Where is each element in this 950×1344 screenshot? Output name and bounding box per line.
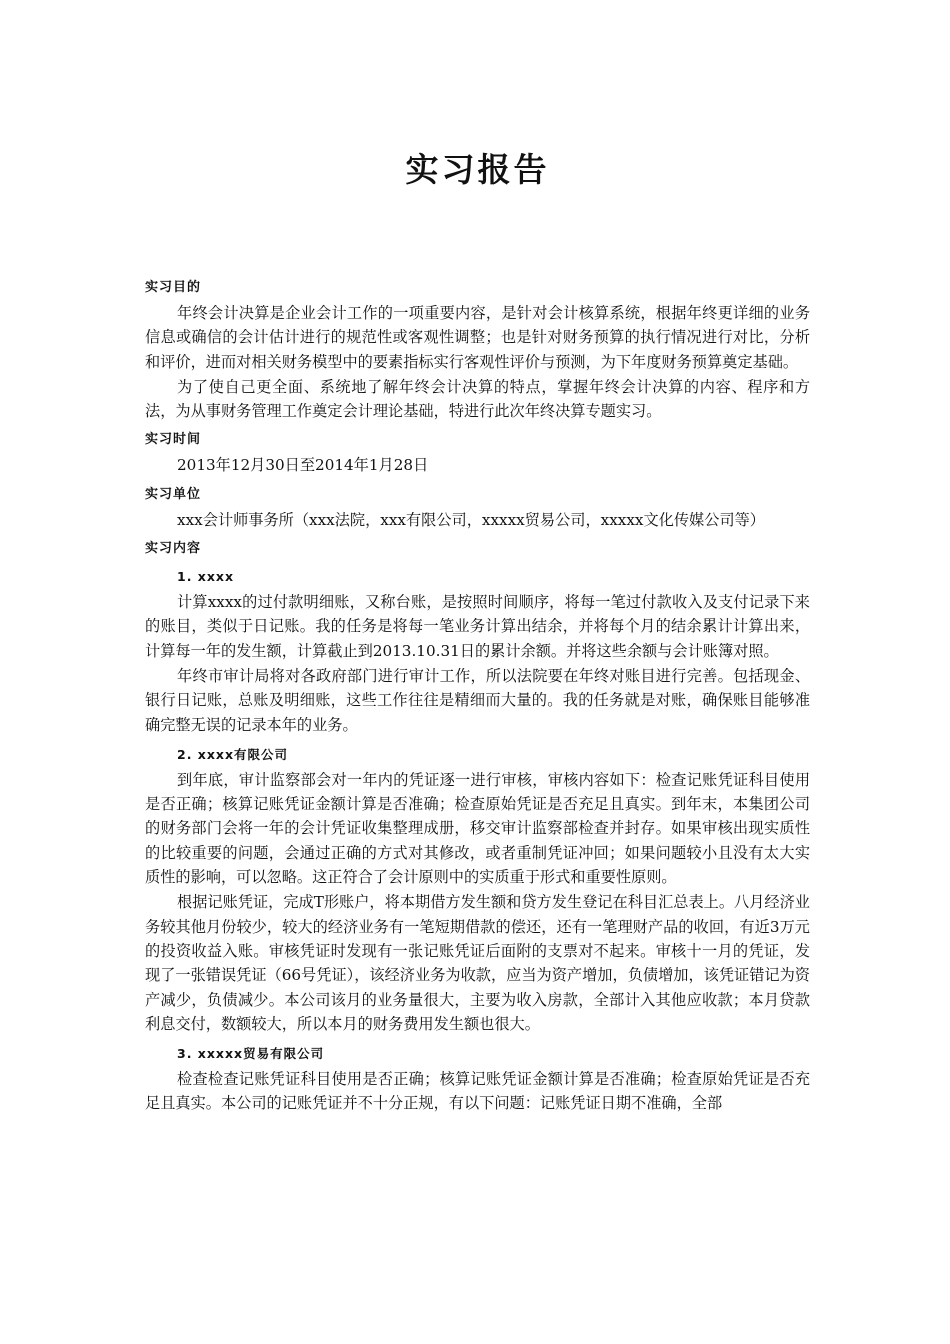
- subsection-heading-1: 1. xxxx: [177, 569, 235, 585]
- paragraph: 计算xxxx的过付款明细账，又称台账，是按照时间顺序，将每一笔过付款收入及支付记录下来的账目，类似于日记账。我的任务是将每一笔业务计算出结余，并将每个月的结余累计计算出来，计算每一年的发生额，计算截止到2013.10.31日的累计余额。并将这些余额与会计账簿对照。: [145, 593, 810, 660]
- paragraph: 根据记账凭证，完成T形账户，将本期借方发生额和贷方发生登记在科目汇总表上。八月经济业务较其他月份较少，较大的经济业务有一笔短期借款的偿还，还有一笔理财产品的收回，有近3万元的投资收益入账。审核凭证时发现有一张记账凭证后面附的支票对不起来。审核十一月的凭证，发现了一张错误凭证（66号凭证），该经济业务为收款，应当为资产增加，负债增加，该凭证错记为资产减少，负债减少。本公司该月的业务量很大，主要为收入房款，全部计入其他应收款；本月贷款利息交付，数额较大，所以本月的财务费用发生额也很大。: [145, 893, 810, 1033]
- paragraph: 2013年12月30日至2014年1月28日: [177, 456, 429, 475]
- section-heading-content: 实习内容: [145, 541, 202, 557]
- page-title: 实习报告: [405, 150, 550, 189]
- paragraph: 年终会计决算是企业会计工作的一项重要内容，是针对会计核算系统，根据年终更详细的业务信息或确信的会计估计进行的规范性或客观性调整；也是针对财务预算的执行情况进行对比，分析和评价，进而对相关财务模型中的要素指标实行客观性评价与预测，为下年度财务预算奠定基础。: [145, 304, 810, 371]
- paragraph: 为了使自己更全面、系统地了解年终会计决算的特点，掌握年终会计决算的内容、程序和方法，为从事财务管理工作奠定会计理论基础，特进行此次年终决算专题实习。: [145, 377, 810, 421]
- subsection-heading-2: 2. xxxx有限公司: [177, 746, 289, 762]
- section-heading-unit: 实习单位: [145, 486, 202, 502]
- paragraph: xxx会计师事务所（xxx法院，xxx有限公司，xxxxx贸易公司，xxxxx文化传媒公司等）: [177, 510, 765, 529]
- section-heading-time: 实习时间: [145, 432, 202, 448]
- section-heading-purpose: 实习目的: [145, 280, 202, 295]
- document-body: [145, 278, 810, 1117]
- subsection-heading-3: 3. xxxxx贸易有限公司: [177, 1046, 325, 1062]
- paragraph: 检查检查记账凭证科目使用是否正确；核算记账凭证金额计算是否准确；检查原始凭证是否充足且真实。本公司的记账凭证并不十分正规，有以下问题：记账凭证日期不准确，全部: [145, 1070, 810, 1113]
- paragraph: 年终市审计局将对各政府部门进行审计工作，所以法院要在年终对账目进行完善。包括现金、银行日记账，总账及明细账，这些工作往往是精细而大量的。我的任务就是对账，确保账目能够准确完整无误的记录本年的业务。: [145, 666, 810, 734]
- paragraph: 到年底，审计监察部会对一年内的凭证逐一进行审核，审核内容如下：检查记账凭证科目使用是否正确；核算记账凭证金额计算是否准确；检查原始凭证是否充足且真实。到年末，本集团公司的财务部门会将一年的会计凭证收集整理成册，移交审计监察部检查并封存。如果审核出现实质性的比较重要的问题，会通过正确的方式对其修改，或者重制凭证冲回；如果问题较小且没有太大实质性的影响，可以忽略。这正符合了会计原则中的实质重于形式和重要性原则。: [145, 770, 810, 887]
